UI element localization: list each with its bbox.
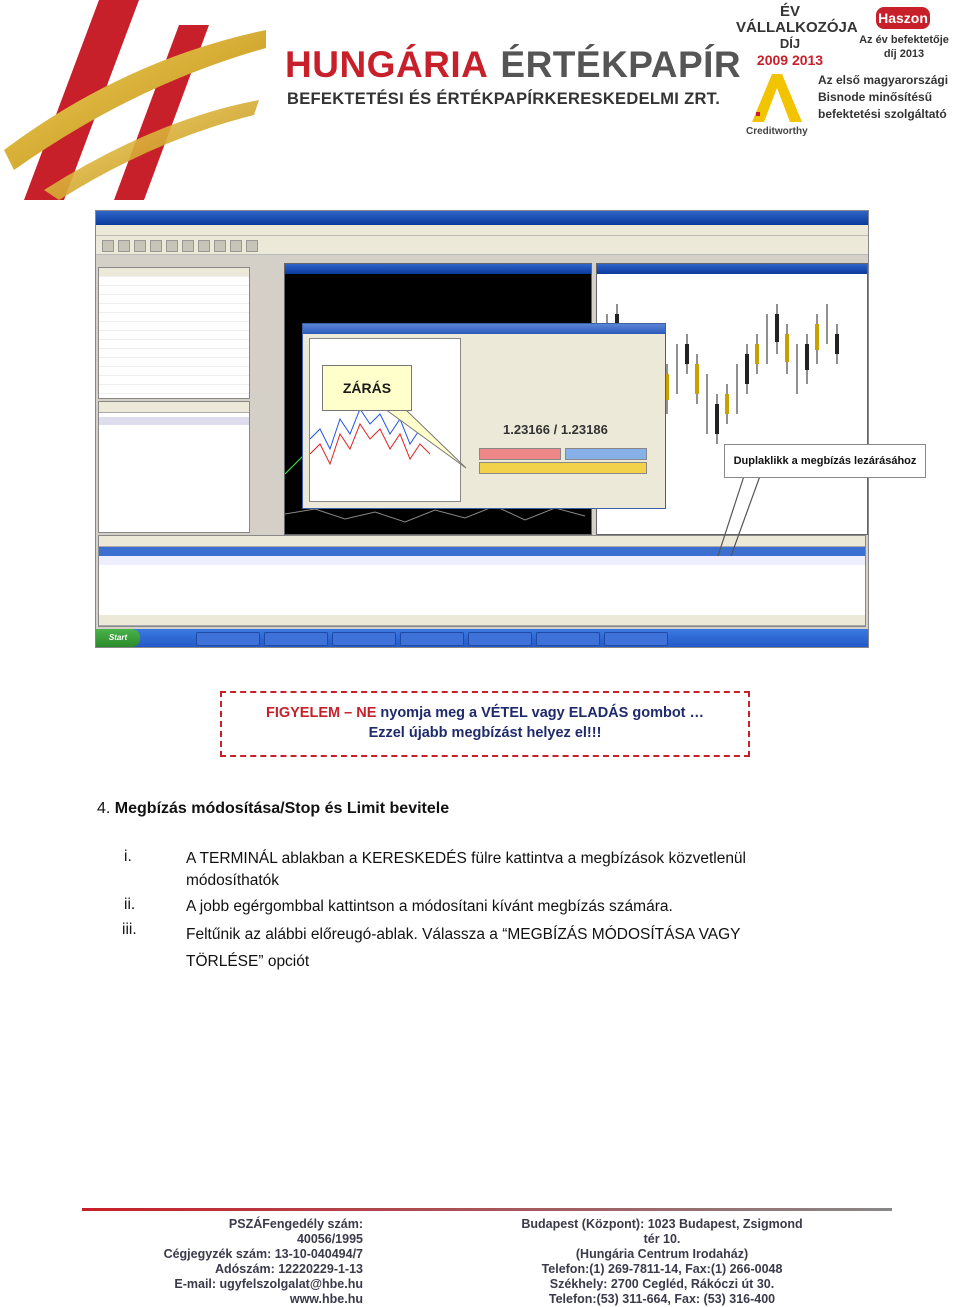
start-button[interactable]: Start <box>96 629 140 647</box>
close-callout-text: ZÁRÁS <box>342 380 392 396</box>
warning-line-1-rest: nyomja meg a VÉTEL vagy ELADÁS gombot … <box>376 705 705 721</box>
list-item-text: Feltűnik az alábbi előreugó-ablak. Válassza a “MEGBÍZÁS MÓDOSÍTÁSA VAGY TÖRLÉSE” opciót <box>186 926 741 970</box>
haszon-award-text: Az év befektetője díj 2013 <box>859 34 949 60</box>
footer-left <box>163 1217 363 1307</box>
list-item-number: ii. <box>124 896 136 913</box>
warning-line-1 <box>222 705 748 721</box>
footer-line: Telefon:(53) 311-664, Fax: (53) 316-400 <box>548 1292 776 1306</box>
haszon-logo: Haszon <box>876 7 930 29</box>
footer-line: Telefon:(1) 269-7811-14, Fax:(1) 266-0048 <box>541 1262 783 1276</box>
price-quote: 1.23166 / 1.23186 <box>503 422 608 437</box>
footer-line: (Hungária Centrum Irodaház) <box>575 1247 749 1261</box>
warning-box <box>220 691 750 757</box>
creditworthy-line: befektetési szolgáltató <box>818 107 947 121</box>
list-item-number: iii. <box>122 921 137 938</box>
list-item-number: i. <box>124 848 132 865</box>
warning-ne: NE <box>356 705 377 721</box>
list-item-text: A jobb egérgombbal kattintson a módosítani kívánt megbízás számára. <box>186 898 673 915</box>
creditworthy-label: Creditworthy <box>746 126 808 137</box>
warning-figyelem: FIGYELEM <box>265 705 341 721</box>
warning-line-2: Ezzel újabb megbízást helyez el!!! <box>368 725 602 741</box>
footer-line: Cégjegyzék szám: 13-10-040494/7 <box>163 1247 363 1261</box>
company-name-main: HUNGÁRIA <box>285 44 489 85</box>
creditworthy-line: Bisnode minősítésű <box>818 90 933 104</box>
award-line-1: ÉV <box>779 3 800 20</box>
award-years: 2009 2013 <box>756 52 824 68</box>
doubleclick-callout: Duplaklikk a megbízás lezárásához <box>724 444 926 478</box>
footer-line: PSZÁFengedély szám: 40056/1995 <box>228 1217 363 1246</box>
company-name-second: ÉRTÉKPAPÍR <box>500 44 742 85</box>
close-callout <box>322 365 412 411</box>
warning-dash: – <box>340 705 357 721</box>
footer-line: Adószám: 12220229-1-13 <box>215 1262 363 1276</box>
company-subtitle: BEFEKTETÉSI ÉS ÉRTÉKPAPÍRKERESKEDELMI ZRT. <box>287 90 721 108</box>
award-line-3: DÍJ <box>779 36 801 51</box>
creditworthy-line: Az első magyarországi <box>818 73 949 87</box>
footer-line: Székhely: 2700 Cegléd, Rákóczi út 30. <box>549 1277 775 1291</box>
footer-website: www.hbe.hu <box>289 1292 363 1306</box>
footer-email: E-mail: ugyfelszolgalat@hbe.hu <box>174 1277 363 1291</box>
footer-line: Budapest (Központ): 1023 Budapest, Zsigmond tér 10. <box>521 1217 803 1246</box>
footer-right <box>512 1217 812 1307</box>
footer-divider <box>82 1208 892 1211</box>
section-heading <box>97 800 449 818</box>
section-title: Megbízás módosítása/Stop és Limit bevitele <box>114 800 450 817</box>
award-line-2: VÁLLALKOZÓJA <box>736 19 858 36</box>
list-item-text: A TERMINÁL ablakban a KERESKEDÉS fülre kattintva a megbízások közvetlenül módosíthatók <box>186 850 746 889</box>
section-number: 4. <box>97 800 111 817</box>
